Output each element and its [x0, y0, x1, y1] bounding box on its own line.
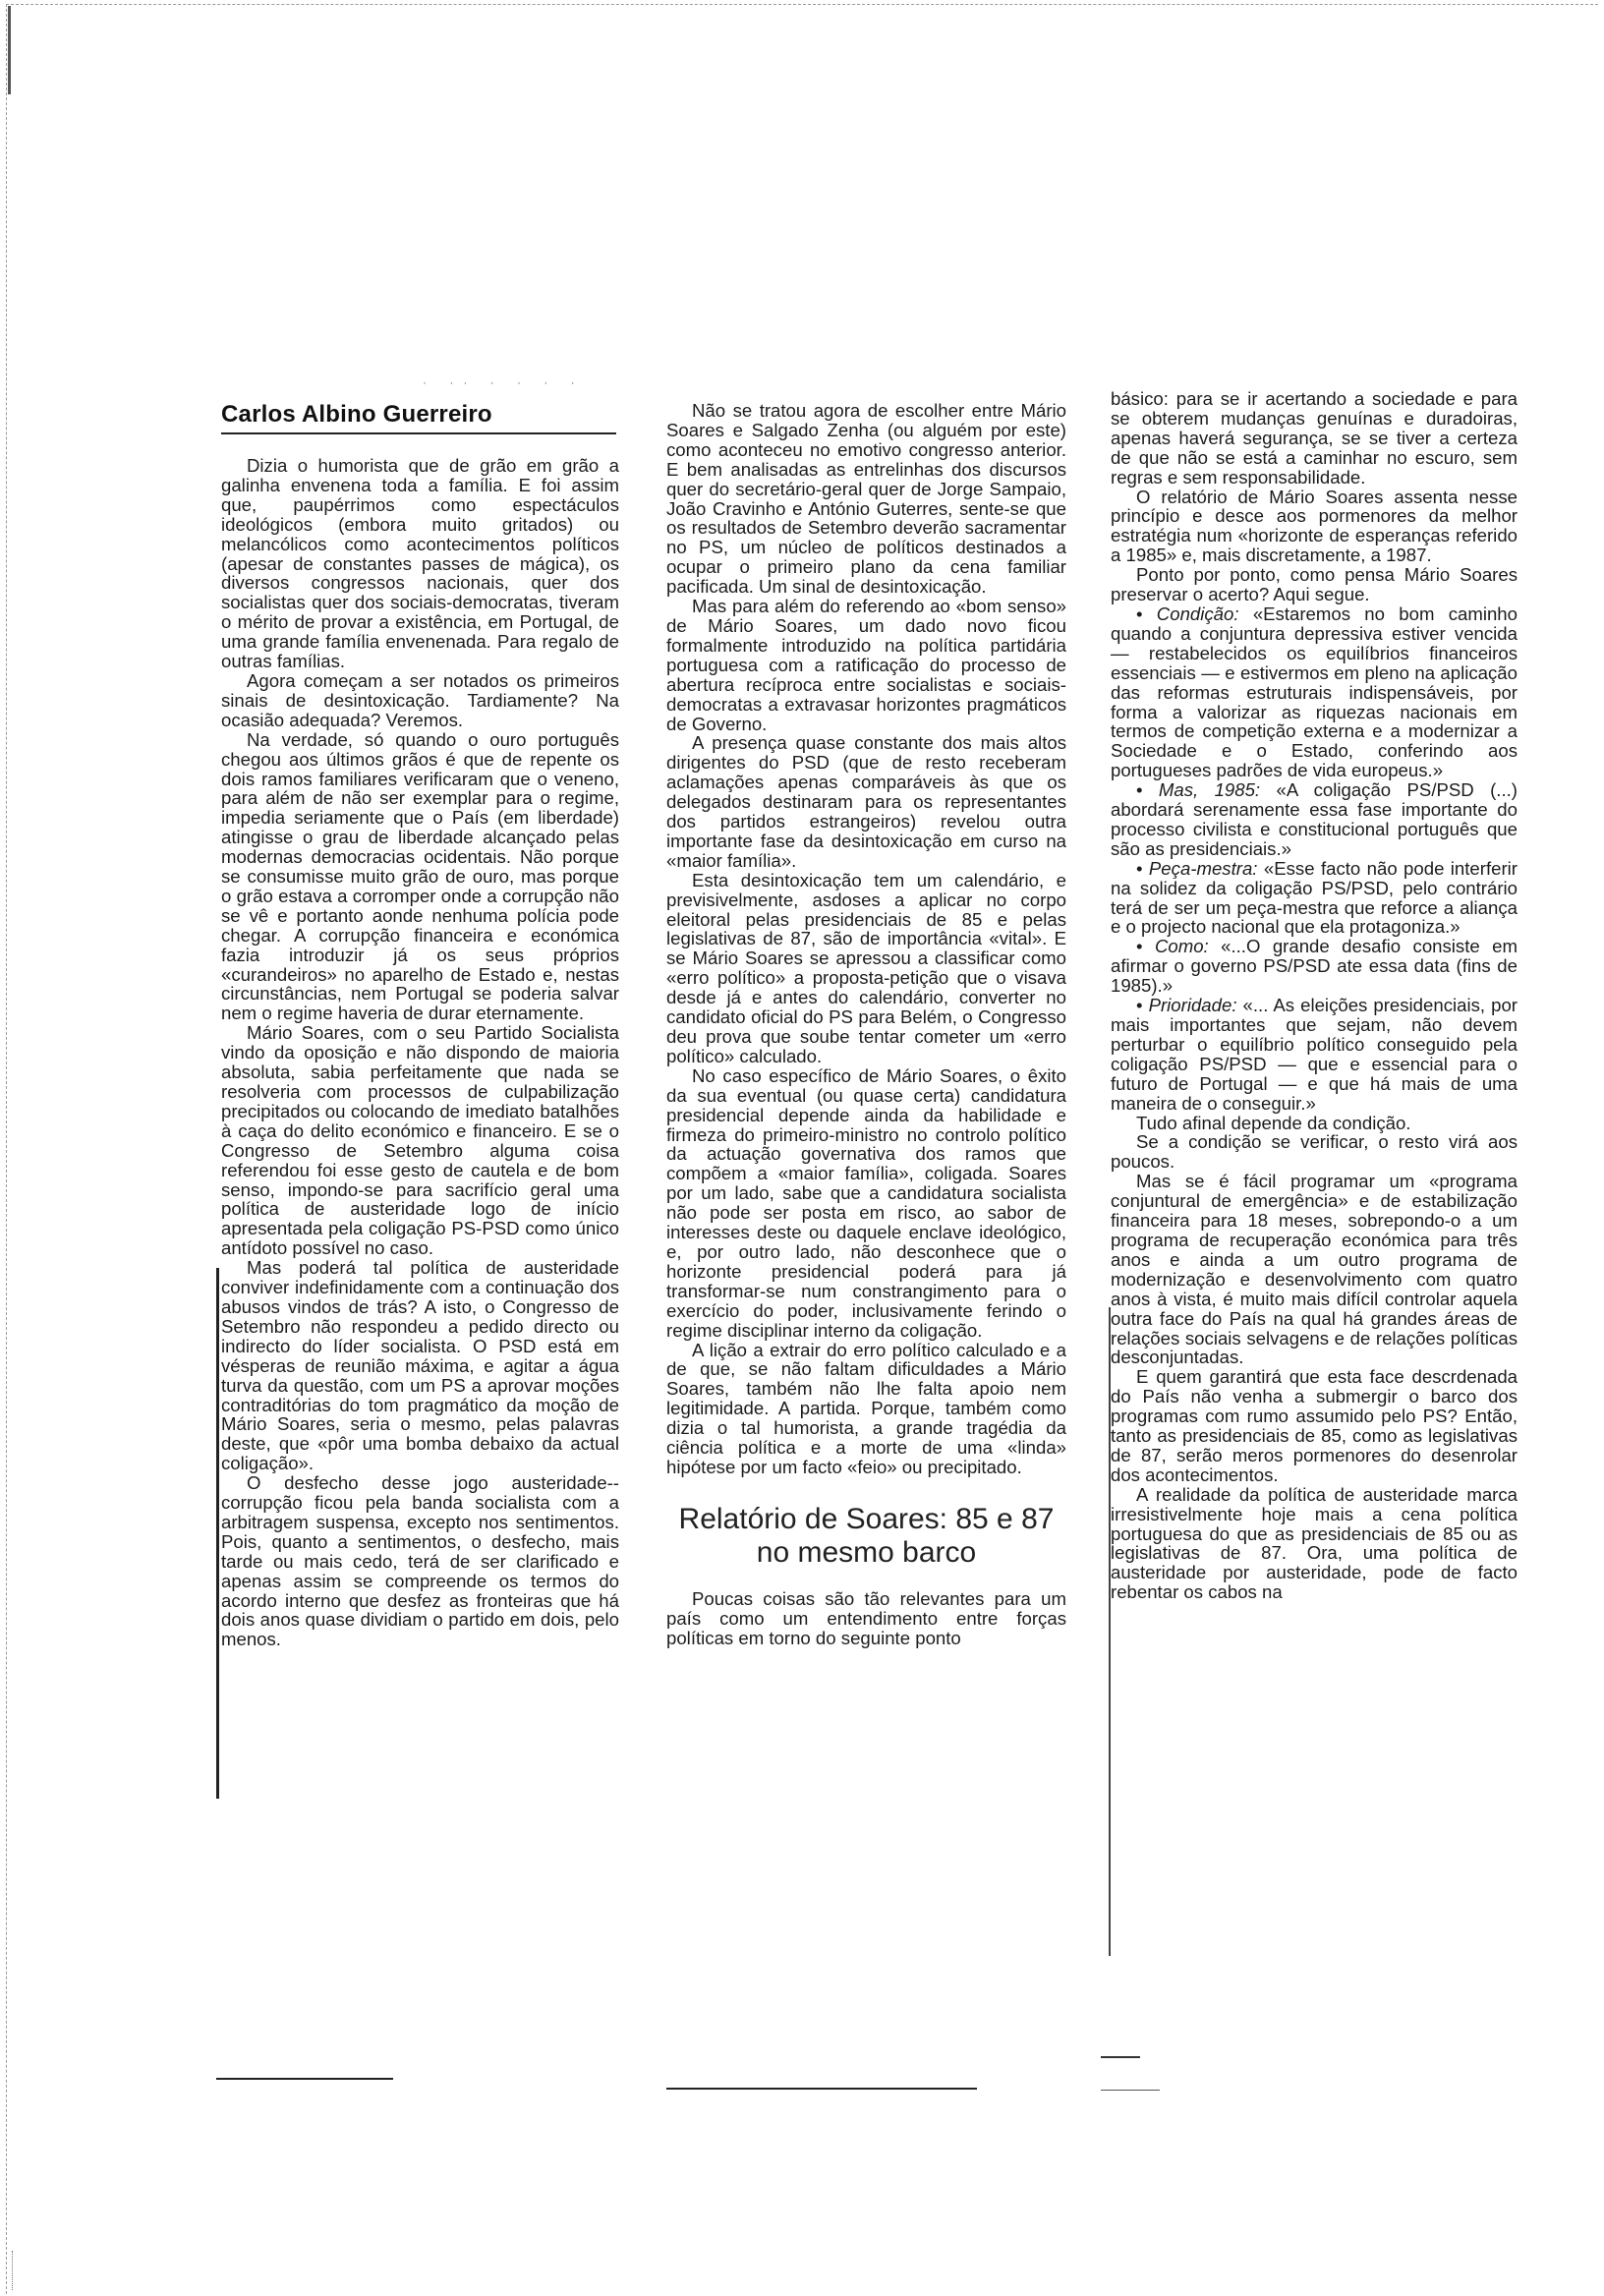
paragraph: Se a condição se verificar, o resto virá aos poucos. [1111, 1131, 1518, 1173]
bullet-item [1111, 780, 1518, 859]
bullet-text: «... As eleições presidenciais, por mais importantes que sejam, não devem perturbar o equilíbrio político conseguido pela coligação PS/PSD — que e essencial para o futuro de Portugal — e que há mais de uma maneira de o conseguir.» [1111, 995, 1518, 1114]
column-rule-bottom-middle [666, 2088, 977, 2090]
page-border-left [6, 4, 7, 2294]
bullet-icon: • [1136, 603, 1157, 624]
bullet-item [1111, 859, 1518, 938]
bullet-text: «...O grande desafio consiste em afirmar o governo PS/PSD ate essa data (fins de 1985).» [1111, 936, 1518, 997]
column-rule-bottom-left [216, 2078, 393, 2080]
bullet-key: Como: [1154, 936, 1209, 957]
bullet-text: «A coligação PS/PSD (...) abordará serenamente essa fase importante do processo civilista e constitucional português que são as presidenciais.» [1111, 779, 1518, 859]
scan-specks: · ·· · · · · [423, 375, 585, 389]
paragraph: Ponto por ponto, como pensa Mário Soares preservar o acerto? Aqui segue. [1111, 564, 1518, 605]
scan-edge-mark-bottom [12, 2251, 17, 2290]
bullet-key: Mas, 1985: [1158, 779, 1261, 801]
paragraph: E quem garantirá que esta face descrdenada do País não venha a submergir o barco dos programas com rumo assumido pelo PS? Então, tanto as presidenciais de 85, como as legislativas de 87, serão meros pormenores do desenrolar dos acontecimentos. [1111, 1366, 1518, 1485]
section-subheading: Relatório de Soares: 85 e 87 no mesmo barco [678, 1502, 1055, 1569]
column-rule-vertical [216, 1268, 219, 1799]
paragraph: Mário Soares, com o seu Partido Socialista vindo da oposição e não dispondo de maioria absoluta, sabia perfeitamente que nada se resolveria com processos de culpabilização precipitados ou colocando de imediato batalhões à caça do delito económico e financeiro. E se o Congresso de Setembro alguma coisa referendou foi esse gesto de cautela e de bom senso, impondo-se para sacrifício geral uma política de austeridade logo de início apresentada pela coligação PS-PSD como único antídoto possível no caso. [221, 1022, 619, 1259]
paragraph: Dizia o humorista que de grão em grão a galinha envenena toda a família. E foi assim que, paupérrimos como espectáculos ideológicos (embora muito gritados) ou melancólicos como acontecimentos políticos (apesar de constantes passes de mágica), os diversos congressos nacionais, quer dos socialistas quer dos sociais-democratas, tiveram o mérito de provar a existência, em Portugal, de uma grande família envenenada. Para regalo de outras famílias. [221, 455, 619, 672]
paragraph: Mas poderá tal política de austeridade conviver indefinidamente com a continuação dos abusos vindos de trás? A isto, o Congresso de Setembro não respondeu a pedido directo ou indirecto do líder socialista. O PSD está em vésperas de reunião máxima, e agitar a água turva da questão, com um PS a aprovar moções contraditórias do tom pragmático da moção de Mário Soares, seria o mesmo, pelas palavras deste, que «pôr uma bomba debaixo da actual coligação». [221, 1257, 619, 1474]
column-rule-vertical-right [1109, 1307, 1111, 1956]
bullet-item [1111, 937, 1518, 996]
bullet-key: Peça-mestra: [1148, 857, 1258, 879]
bullet-item [1111, 604, 1518, 780]
article-column-1 [221, 456, 619, 1649]
paragraph: Esta desintoxicação tem um calendário, e previsivelmente, asdoses a aplicar no corpo eleitoral pelas presidenciais de 85 e pelas legislativas de 87, são de importância «vital». E se Mário Soares se apressou a classificar como «erro político» a proposta-petição que o visava desde já e antes do calendário, converter no candidato oficial do PS para Belém, o Congresso deu prova que soube tentar cometer um «erro político» calculado. [666, 869, 1066, 1066]
bullet-item [1111, 996, 1518, 1113]
bullet-icon: • [1136, 995, 1149, 1016]
column-rule-bottom-right-thin [1101, 2090, 1160, 2091]
paragraph: A realidade da política de austeridade marca irresistivelmente hoje mais a cena política portuguesa do que as presidenciais de 85 ou as legislativas de 87. Ora, uma política de austeridade por austeridade, pode de facto rebentar os cabos na [1111, 1483, 1518, 1603]
paragraph: Na verdade, só quando o ouro português chegou aos últimos grãos é que de repente os dois ramos familiares verificaram que o veneno, para além de não ser exemplar para o regime, impedia seriamente que o País (em liberdade) atingisse o grau de liberdade alcançado pelas modernas democracias ocidentais. Não porque se consumisse muito grão de ouro, mas porque o grão estava a corromper onde a corrupção não se vê e portanto aonde nenhuma polícia pode chegar. A corrupção financeira e económica fazia introduzir já os seus próprios «curandeiros» no aparelho de Estado e, nestas circunstâncias, nem Portugal se poderia salvar nem o regime haveria de durar eternamente. [221, 728, 619, 1024]
paragraph: Tudo afinal depende da condição. [1136, 1112, 1411, 1133]
column-rule-bottom-right [1101, 2056, 1140, 2058]
bullet-text: «Estaremos no bom caminho quando a conjuntura depressiva estiver vencida — restabelecidos os equilíbrios financeiros essenciais — e estivermos em pleno na aplicação das reformas estruturais indispensáveis, por forma a valorizar as riquezas nacionais em termos de competição externa e a modernizar a Sociedade e o Estado, conferindo aos portugueses padrões de vida europeus.» [1111, 603, 1518, 781]
bullet-icon: • [1136, 857, 1149, 879]
paragraph: O relatório de Mário Soares assenta nesse princípio e desce aos pormenores da melhor estratégia num «horizonte de esperanças referido a 1985» e, mais discretamente, a 1987. [1111, 486, 1518, 566]
paragraph: Não se tratou agora de escolher entre Mário Soares e Salgado Zenha (ou alguém por este) como aconteceu no emotivo congresso anterior. E bem analisadas as entrelinhas dos discursos quer do secretário-geral quer de Jorge Sampaio, João Cravinho e António Guterres, sente-se que os resultados de Setembro deverão sacramentar no PS, um núcleo de políticos destinados a ocupar o primeiro plano da cena familiar pacificada. Um sinal de desintoxicação. [666, 400, 1066, 598]
paragraph: Agora começam a ser notados os primeiros sinais de desintoxicação. Tardiamente? Na ocasião adequada? Veremos. [221, 669, 619, 730]
bullet-text: «Esse facto não pode interferir na solidez da coligação PS/PSD, pelo contrário terá de ser um peça-mestra que reforce a aliança e o projecto nacional que ela protagoniza.» [1111, 857, 1518, 938]
bullet-key: Prioridade: [1148, 995, 1237, 1016]
article-column-2 [666, 401, 1066, 1648]
paragraph: No caso específico de Mário Soares, o êxito da sua eventual (ou quase certa) candidatura presidencial depende ainda da habilidade e firmeza do primeiro-ministro no controlo político da actuação governativa dos ramos que compõem a «maior família», coligada. Soares por um lado, sabe que a candidatura socialista não pode ser posta em risco, ao sabor de interesses deste ou daquele enclave ideológico, e, por outro lado, não desconhece que o horizonte presidencial poderá para já transformar-se num constrangimento para o exercício do poder, inclusivamente ferindo o regime disciplinar interno da coligação. [666, 1064, 1066, 1341]
paragraph: básico: para se ir acertando a sociedade e para se obterem mudanças genuínas e duradoiras, apenas haverá segurança, se se tiver a certeza de que não se está a caminhar no escuro, sem regras e sem responsabilidade. [1111, 388, 1518, 488]
page-border-top [6, 4, 1598, 5]
paragraph: O desfecho desse jogo austeridade--corrupção ficou pela banda socialista com a arbitragem suspensa, excepto nos sentimentos. Pois, quanto a sentimentos, o desfecho, mais tarde ou mais cedo, terá de ser clarificado e apenas assim se compreende os termos do acordo interno que desfez as fronteiras que há dois anos quase dividiam o partido em dois, pelo menos. [221, 1472, 619, 1650]
article-column-3 [1111, 389, 1518, 1602]
paragraph: A presença quase constante dos mais altos dirigentes do PSD (que de resto receberam aclamações apenas comparáveis às que os delegados destinaram para os representantes dos partidos estrangeiros) revelou outra importante fase da desintoxicação em curso na «maior família». [666, 732, 1066, 871]
bullet-icon: • [1136, 779, 1159, 801]
paragraph: A lição a extrair do erro político calculado e a de que, se não faltam dificuldades a Mário Soares, também não lhe falta apoio nem legitimidade. A partida. Porque, também como dizia o tal humorista, a grande tragédia da ciência política e a morte de uma «linda» hipótese por um facto «feio» ou precipitado. [666, 1339, 1066, 1477]
paragraph: Mas se é fácil programar um «programa conjuntural de emergência» e de estabilização financeira para 18 meses, sobrepondo-o a um programa de recuperação económica para três anos e ainda a um outro programa de modernização e desenvolvimento com quatro anos à vista, é muito mais difícil controlar aquela outra face do País na qual há grandes áreas de relações sociais selvagens e de relações políticas desconjuntadas. [1111, 1171, 1518, 1368]
paragraph: Poucas coisas são tão relevantes para um país como um entendimento entre forças políticas em torno do seguinte ponto [666, 1587, 1066, 1648]
bullet-key: Condição: [1156, 603, 1239, 624]
paragraph: Mas para além do referendo ao «bom senso» de Mário Soares, um dado novo ficou formalmente introduzido na política partidária portuguesa com a ratificação do processo de abertura recíproca entre socialistas e sociais-democratas a extravasar horizontes pragmáticos de Governo. [666, 596, 1066, 734]
byline-underline [221, 432, 616, 434]
article-byline: Carlos Albino Guerreiro [221, 401, 492, 428]
scan-edge-mark [8, 6, 11, 94]
bullet-icon: • [1136, 936, 1155, 957]
